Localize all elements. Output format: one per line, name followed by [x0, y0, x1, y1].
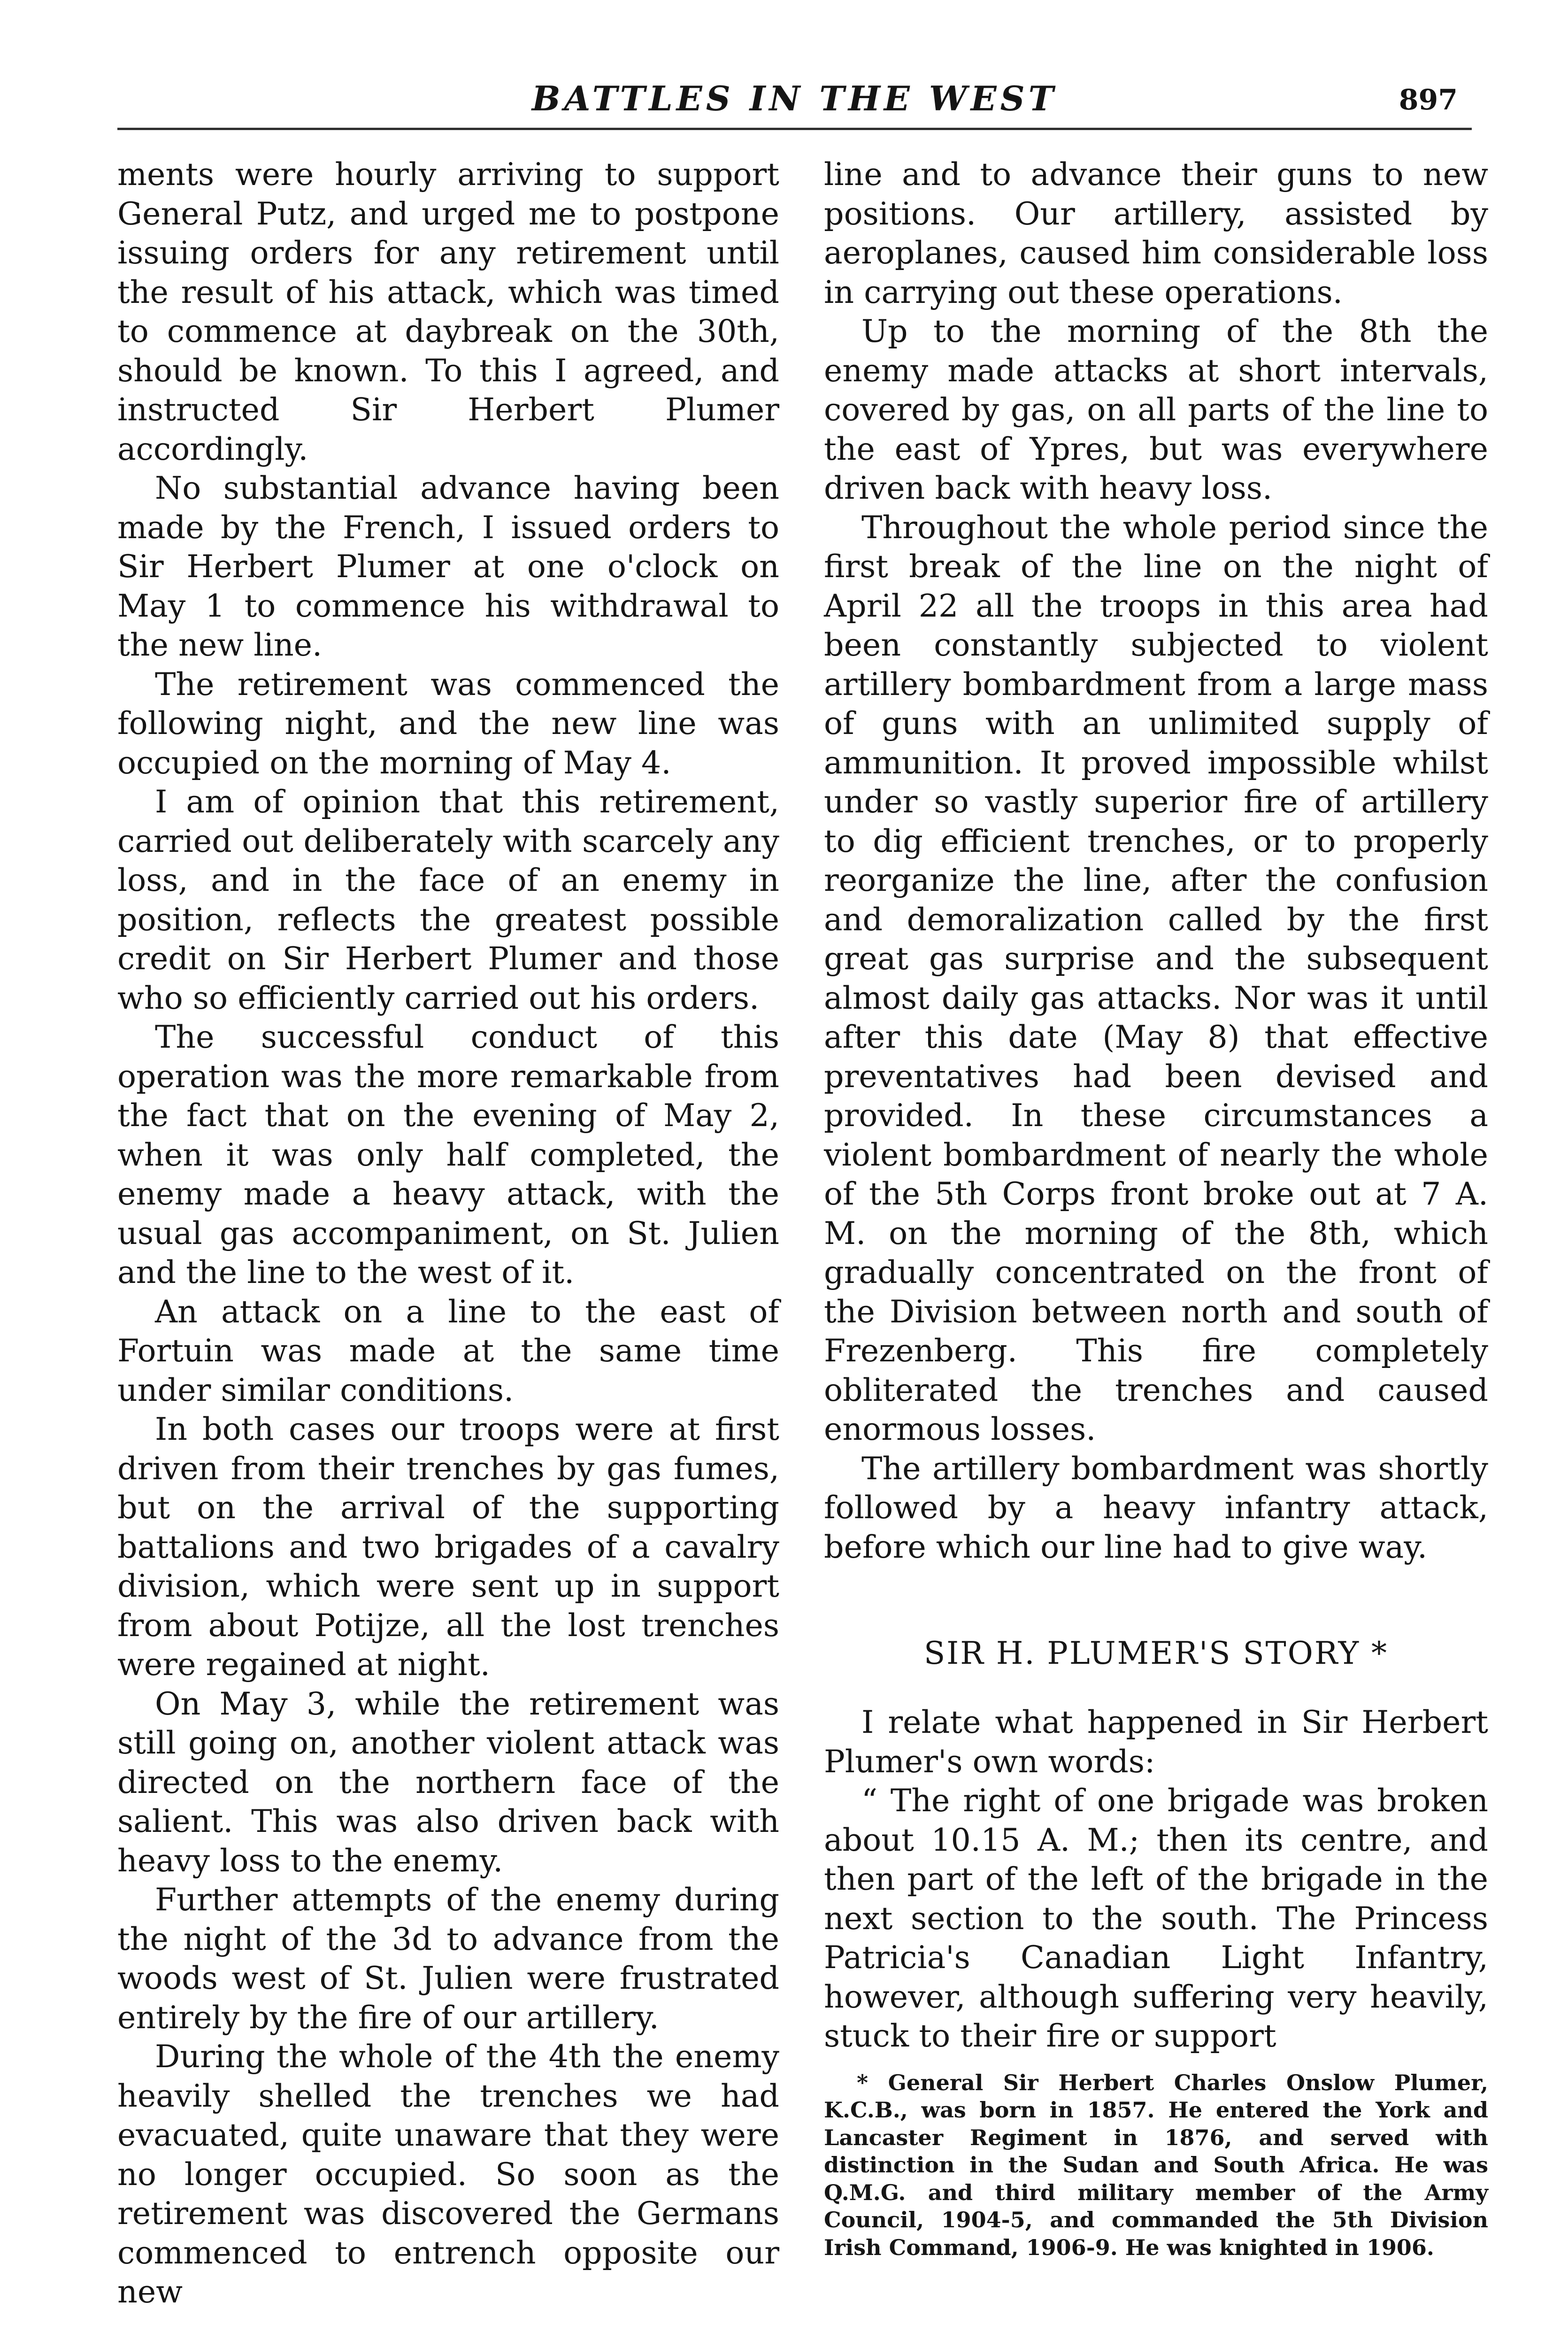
paragraph: Further attempts of the enemy during the night of the 3d to advance from the woods west of St. Julien were frustrated entirely by the fire of our artillery.	[117, 1881, 779, 2036]
paragraph: In both cases our troops were at first driven from their trenches by gas fumes, but on the arrival of the supporting battalions and two brigades of a cavalry division, which were sent up in support from about Potijze, all the lost trenches were regained at night.	[117, 1411, 779, 1683]
paragraph: “ The right of one brigade was broken about 10.15 A. M.; then its centre, and then part of the left of the brigade in the next section to the south. The Princess Patricia's Canadian Light Infantry, however, although suffering very heavily, stuck to their fire or support	[824, 1782, 1488, 2054]
header-rule	[117, 128, 1472, 130]
paragraph: An attack on a line to the east of Fortuin was made at the same time under similar conditions.	[117, 1293, 779, 1408]
running-header	[117, 75, 1472, 136]
section-heading: SIR H. PLUMER'S STORY *	[923, 1635, 1389, 1671]
paragraph: The successful conduct of this operation was the more remarkable from the fact that on the evening of May 2, when it was only half completed, the enemy made a heavy attack, with the usual gas accompaniment, on St. Julien and the line to the west of it.	[117, 1019, 779, 1290]
paragraph: I relate what happened in Sir Herbert Plumer's own words:	[824, 1704, 1488, 1780]
paragraph: On May 3, while the retirement was still going on, another violent attack was directed on the northern face of the salient. This was also driven back with heavy loss to the enemy.	[117, 1685, 779, 1879]
paragraph: The retirement was commenced the following night, and the new line was occupied on the morning of May 4.	[117, 665, 779, 781]
paragraph: The artillery bombardment was shortly followed by a heavy infantry attack, before which our line had to give way.	[824, 1450, 1488, 1565]
paragraph: No substantial advance having been made by the French, I issued orders to Sir Herbert Plumer at one o'clock on May 1 to commence his withdrawal to the new line.	[117, 470, 779, 663]
left-column	[117, 155, 779, 2312]
paragraph: I am of opinion that this retirement, carried out deliberately with scarcely any loss, and in the face of an enemy in position, reflects the greatest possible credit on Sir Herbert Plumer and those who so efficiently carried out his orders.	[117, 783, 779, 1016]
running-title: BATTLES IN THE WEST	[531, 78, 1058, 118]
paragraph: Up to the morning of the 8th the enemy made attacks at short intervals, covered by gas, on all parts of the line to the east of Ypres, but was everywhere driven back with heavy loss.	[824, 313, 1488, 506]
page-number: 897	[1399, 84, 1458, 116]
right-column	[824, 155, 1488, 2261]
footnote: * General Sir Herbert Charles Onslow Plumer, K.C.B., was born in 1857. He entered the York and Lancaster Regiment in 1876, and served with distinction in the Sudan and South Africa. He was Q.M.G. and third military member of the Army Council, 1904-5, and commanded the 5th Division Irish Command, 1906-9. He was knighted in 1906.	[824, 2070, 1488, 2260]
paragraph: ments were hourly arriving to support General Putz, and urged me to postpone issuing orders for any retirement until the result of his attack, which was timed to commence at daybreak on the 30th, should be known. To this I agreed, and instructed Sir Herbert Plumer accordingly.	[117, 156, 779, 467]
paragraph: During the whole of the 4th the enemy heavily shelled the trenches we had evacuated, quite unaware that they were no longer occupied. So soon as the retirement was discovered the Germans commenced to entrench opposite our new	[117, 2038, 779, 2310]
paragraph: line and to advance their guns to new positions. Our artillery, assisted by aeroplanes, caused him considerable loss in carrying out these operations.	[824, 156, 1488, 310]
paragraph: Throughout the whole period since the first break of the line on the night of April 22 all the troops in this area had been constantly subjected to violent artillery bombardment from a large mass of guns with an unlimited supply of ammunition. It proved impossible whilst under so vastly superior fire of artillery to dig efficient trenches, or to properly reorganize the line, after the confusion and demoralization called by the first great gas surprise and the subsequent almost daily gas attacks. Nor was it until after this date (May 8) that effective preventatives had been devised and provided. In these circumstances a violent bombardment of nearly the whole of the 5th Corps front broke out at 7 A. M. on the morning of the 8th, which gradually concentrated on the front of the Division between north and south of Frezenberg. This fire completely obliterated the trenches and caused enormous losses.	[824, 509, 1488, 1447]
